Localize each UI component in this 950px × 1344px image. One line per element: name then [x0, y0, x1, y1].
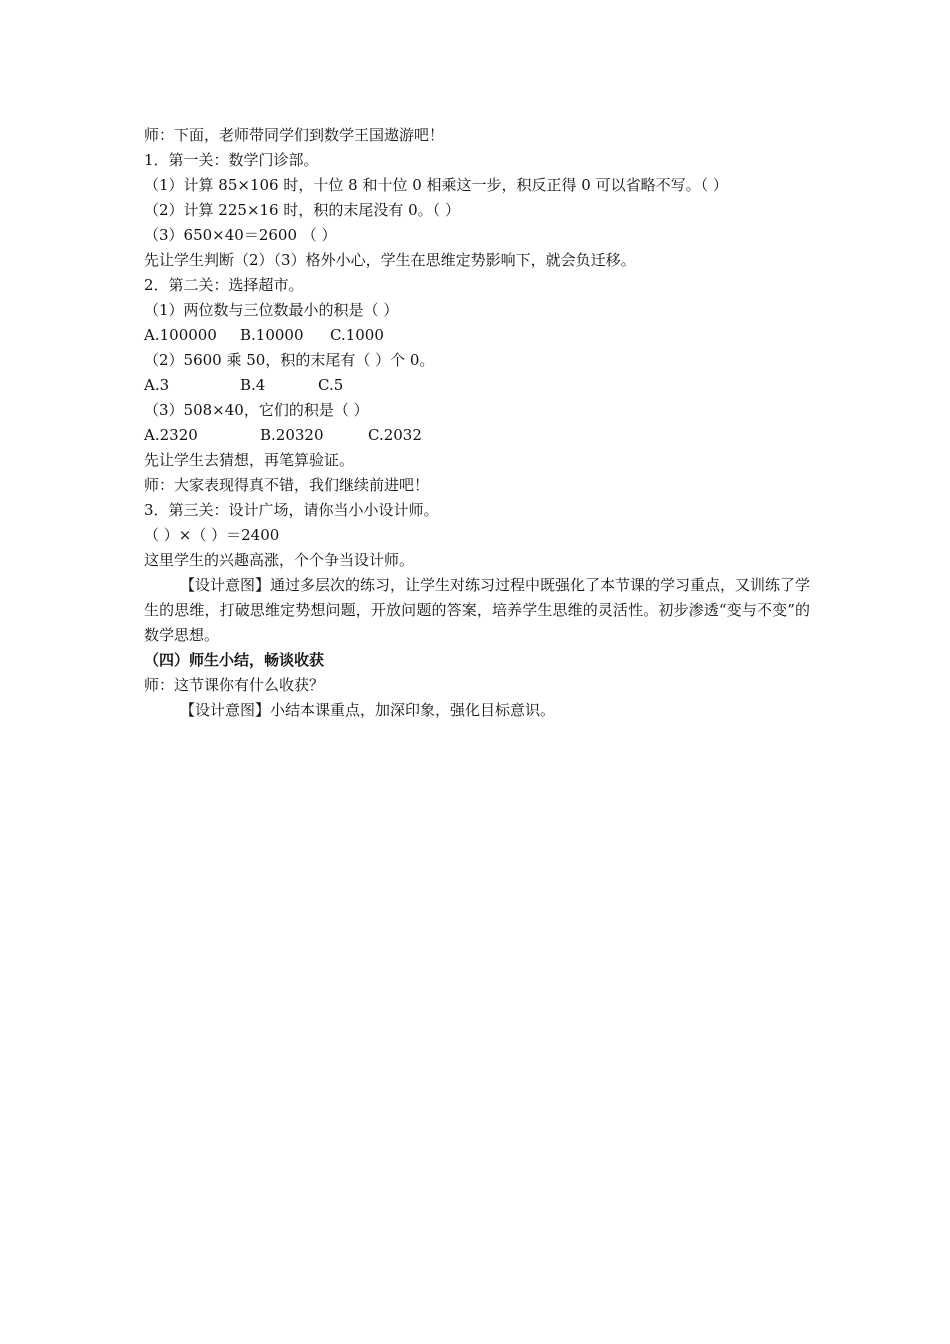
level-3-equation: （ ）×（ ）＝2400	[144, 526, 280, 544]
option-c: C.2032	[368, 426, 422, 444]
option-b: B.10000	[240, 326, 304, 344]
level-1-question-2: （2）计算 225×16 时，积的末尾没有 0。（ ）	[144, 201, 460, 219]
level-2-question-2: （2）5600 乘 50，积的末尾有（ ）个 0。	[144, 351, 435, 369]
teacher-encouragement: 师：大家表现得真不错，我们继续前进吧！	[144, 476, 430, 494]
level-1-title: 1．第一关：数学门诊部。	[144, 151, 319, 169]
level-3-note: 这里学生的兴趣高涨，个个争当设计师。	[144, 551, 415, 569]
level-2-note: 先让学生去猜想，再笔算验证。	[144, 451, 355, 469]
option-c: C.5	[318, 376, 344, 394]
level-2-options-3	[144, 423, 810, 448]
teacher-question: 师：这节课你有什么收获？	[144, 676, 325, 694]
option-c: C.1000	[330, 326, 384, 344]
option-b: B.20320	[260, 426, 324, 444]
level-2-options-1	[144, 323, 810, 348]
option-a: A.2320	[144, 426, 198, 444]
design-intent-summary: 【设计意图】小结本课重点，加深印象，强化目标意识。	[180, 701, 556, 719]
design-intent-paragraph: 【设计意图】通过多层次的练习，让学生对练习过程中既强化了本节课的学习重点，又训练了学生的思维，打破思维定势想问题，开放问题的答案，培养学生思维的灵活性。初步渗透“变与不变”的数学思想。	[144, 576, 811, 644]
option-a: A.3	[144, 376, 170, 394]
level-2-question-1: （1）两位数与三位数最小的积是（ ）	[144, 301, 399, 319]
level-2-question-3: （3）508×40，它们的积是（ ）	[144, 401, 369, 419]
document-page	[144, 123, 810, 723]
level-1-question-1: （1）计算 85×106 时，十位 8 和十位 0 相乘这一步，积反正得 0 可以省略不写。（ ）	[144, 176, 728, 194]
option-b: B.4	[240, 376, 266, 394]
option-a: A.100000	[144, 326, 217, 344]
level-2-title: 2．第二关：选择超市。	[144, 276, 304, 294]
level-1-note: 先让学生判断（2）（3）格外小心，学生在思维定势影响下，就会负迁移。	[144, 251, 636, 269]
teacher-intro: 师：下面，老师带同学们到数学王国遨游吧！	[144, 126, 445, 144]
level-3-title: 3．第三关：设计广场，请你当小小设计师。	[144, 501, 439, 519]
section-heading-4: （四）师生小结，畅谈收获	[144, 651, 325, 669]
level-1-question-3: （3）650×40＝2600 （ ）	[144, 226, 337, 244]
level-2-options-2	[144, 373, 810, 398]
